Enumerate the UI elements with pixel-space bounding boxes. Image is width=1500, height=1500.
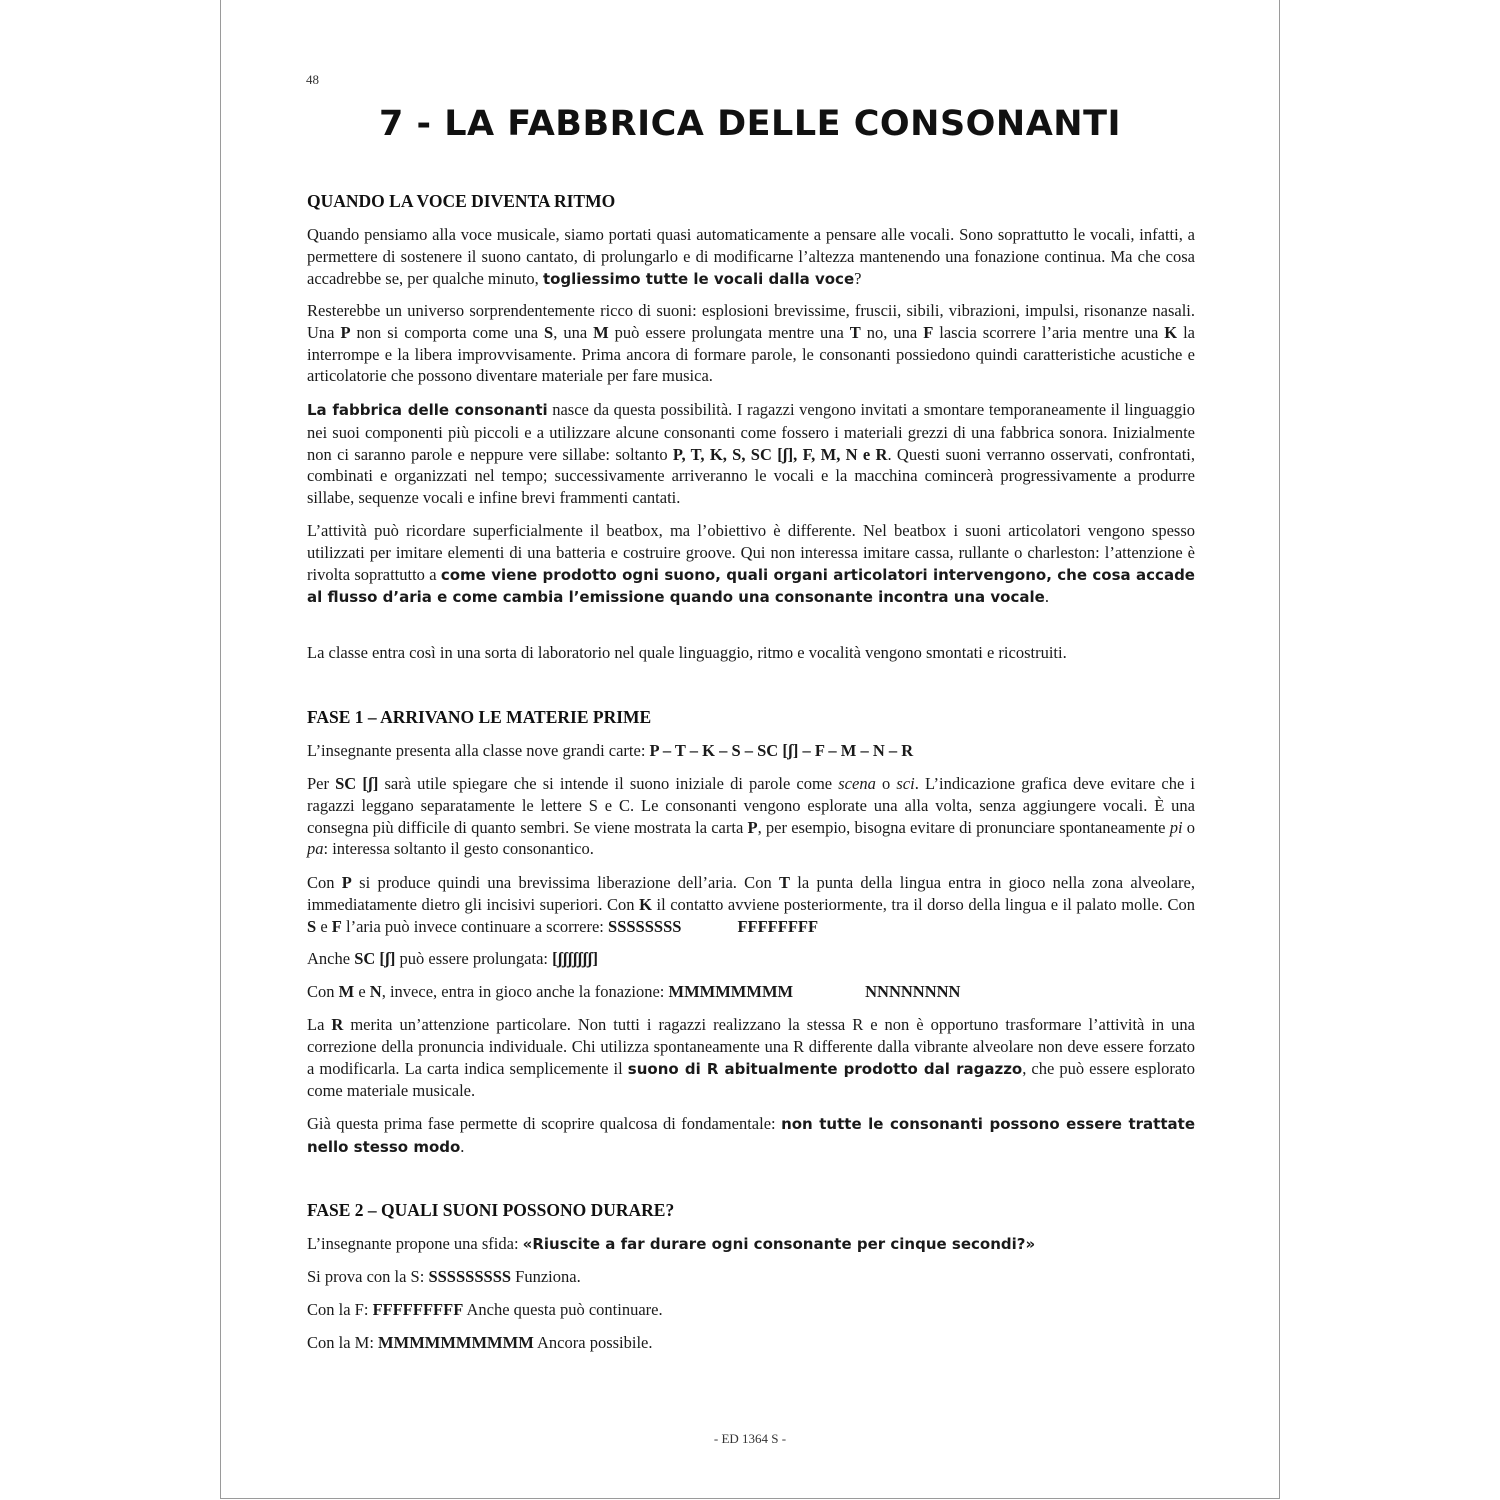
paragraph-laboratorio: La classe entra così in una sorta di laboratorio nel quale linguaggio, ritmo e vocalità vengono smontati e ricostruiti. bbox=[307, 643, 1067, 662]
page-number: 48 bbox=[306, 72, 319, 87]
paragraph-universo-suoni: Resterebbe un universo sorprendentemente ricco di suoni: esplosioni brevissime, fruscii, sibili, vibrazioni, impulsi, risonanze nasali. Una P non si comporta come una S, una M può essere prolungata mentre una T no, una F lascia scorrere l’aria mentre una K la interrompe e la libera improvvisamente. Prima ancora di formare parole, le consonanti possiedono quindi caratteristiche acustiche e articolatorie che possono diventare materiale per fare musica. bbox=[307, 301, 1195, 386]
paragraph-prova-s: Si prova con la S: SSSSSSSSS Funziona. bbox=[307, 1267, 581, 1286]
paragraph-beatbox: L’attività può ricordare superficialmente il beatbox, ma l’obiettivo è differente. Nel beatbox i suoni articolatori vengono spesso utilizzati per imitare elementi di una batteria e costruire groove. Qui non interessa imitare cassa, rullante o charleston: l’attenzione è rivolta soprattutto a come viene prodotto ogni suono, quali organi articolatori intervengono, che cosa accade al flusso d’aria e come cambia l’emissione quando una consonante incontra una vocale. bbox=[307, 521, 1195, 607]
paragraph-la-r: La R merita un’attenzione particolare. Non tutti i ragazzi realizzano la stessa R e non è opportuno trasformare l’attività in una correzione della pronuncia individuale. Chi utilizza spontaneamente una R differente dalla vibrante alveolare non deve essere forzato a modificarla. La carta indica semplicemente il suono di R abitualmente prodotto dal ragazzo, che può essere esplorato come materiale musicale. bbox=[307, 1015, 1196, 1101]
section-heading-fase-1: FASE 1 – ARRIVANO LE MATERIE PRIME bbox=[307, 707, 652, 727]
paragraph-sc-spiegazione: Per SC [ʃ] sarà utile spiegare che si intende il suono iniziale di parole come scena o sci. L’indicazione grafica deve evitare che i ragazzi leggano separatamente le lettere S e C. Le consonanti vengono esplorate una alla volta, senza aggiungere vocali. È una consegna più difficile di quanto sembri. Se viene mostrata la carta P, per esempio, bisogna evitare di pronunciare spontaneamente pi o pa: interessa soltanto il gesto consonantico. bbox=[307, 774, 1196, 859]
paragraph-prova-f: Con la F: FFFFFFFFF Anche questa può continuare. bbox=[307, 1300, 663, 1319]
section-heading-quando-la-voce: QUANDO LA VOCE DIVENTA RITMO bbox=[307, 191, 616, 211]
section-heading-fase-2: FASE 2 – QUALI SUONI POSSONO DURARE? bbox=[307, 1200, 675, 1220]
chapter-title: 7 - LA FABBRICA DELLE CONSONANTI bbox=[378, 104, 1121, 144]
paragraph-fonazione: Con M e N, invece, entra in gioco anche la fonazione: MMMMMMMM NNNNNNNN bbox=[307, 982, 961, 1001]
paragraph-intro-vocali: Quando pensiamo alla voce musicale, siamo portati quasi automaticamente a pensare alle vocali. Sono soprattutto le vocali, infatti, a permettere di sostenere il suono cantato, di prolungarlo e di modificarne l’altezza mantenendo una fonazione continua. Ma che cosa accadrebbe se, per qualche minuto, togliessimo tutte le vocali dalla voce? bbox=[307, 225, 1195, 288]
paragraph-fabbrica-consonanti: La fabbrica delle consonanti nasce da questa possibilità. I ragazzi vengono invitati a smontare temporaneamente il linguaggio nei suoi componenti più piccoli e a utilizzare alcune consonanti come fossero i materiali grezzi di una fabbrica sonora. Inizialmente non ci saranno parole e neppure vere sillabe: soltanto P, T, K, S, SC [ʃ], F, M, N e R. Questi suoni verranno osservati, confrontati, combinati e organizzati nel tempo; successivamente arriveranno le vocali e la macchina comincerà progressivamente a produrre sillabe, sequenze vocali e infine brevi frammenti cantati. bbox=[307, 400, 1195, 508]
paragraph-sc-prolungata: Anche SC [ʃ] può essere prolungata: [ʃʃʃʃʃʃʃ] bbox=[307, 949, 599, 968]
paragraph-prima-fase: Già questa prima fase permette di scoprire qualcosa di fondamentale: non tutte le consonanti possono essere trattate nello stesso modo. bbox=[307, 1114, 1195, 1156]
paragraph-articolazione: Con P si produce quindi una brevissima liberazione dell’aria. Con T la punta della lingua entra in gioco nella zona alveolare, immediatamente dietro gli incisivi superiori. Con K il contatto avviene posteriormente, tra il dorso della lingua e il palato molle. Con S e F l’aria può invece continuare a scorrere: SSSSSSSS FFFFFFFF bbox=[307, 873, 1195, 936]
paragraph-sfida: L’insegnante propone una sfida: «Riuscite a far durare ogni consonante per cinque secondi?» bbox=[307, 1234, 1036, 1253]
footer-code: - ED 1364 S - bbox=[713, 1431, 787, 1446]
paragraph-nove-carte: L’insegnante presenta alla classe nove grandi carte: P – T – K – S – SC [ʃ] – F – M – N – R bbox=[307, 741, 914, 760]
paragraph-prova-m: Con la M: MMMMMMMMMM Ancora possibile. bbox=[307, 1333, 653, 1352]
